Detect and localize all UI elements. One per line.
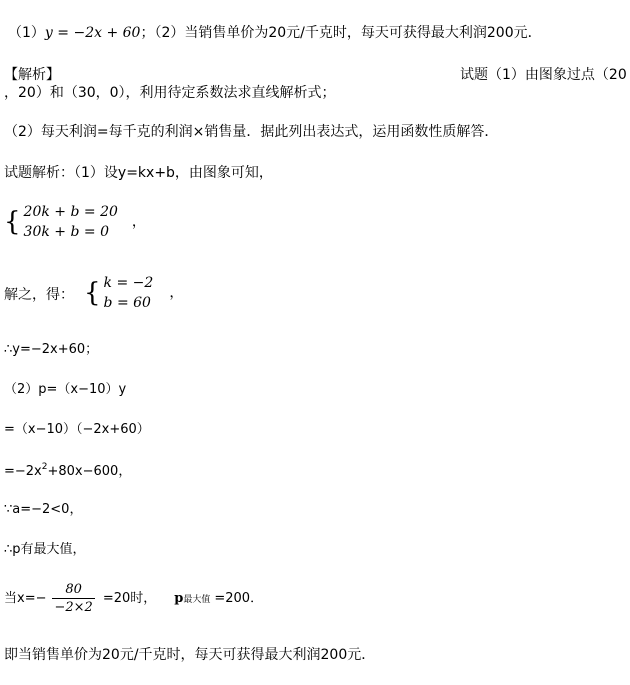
solution-intro: 试题解析：（1）设y=kx+b，由图象可知，: [4, 165, 273, 181]
brace-icon: {: [84, 278, 101, 308]
part1-expression: y = −2x + 60: [44, 25, 141, 41]
solve-prefix: 解之，得：: [4, 287, 74, 303]
system2-suffix: ，: [169, 285, 184, 301]
has-maximum: ∴p有最大值，: [4, 542, 86, 557]
analysis-line-3: （2）每天利润=每千克的利润×销售量．据此列出表达式，运用函数性质解答．: [4, 124, 499, 140]
analysis-line-2: ，20）和（30，0），利用待定系数法求直线解析式；: [4, 85, 336, 101]
system2-row-2: b = 60: [103, 295, 151, 311]
analysis-heading: 【解析】: [4, 67, 60, 83]
equation-system-1: [4, 205, 146, 239]
poly-part-a: =−2x: [4, 464, 42, 479]
p-max: [174, 592, 210, 605]
coefficient-negative: ∵a=−2<0，: [4, 502, 83, 517]
system1-suffix: ，: [131, 214, 146, 230]
system2-row-1: k = −2: [103, 275, 154, 291]
p-subscript: 最大值: [183, 595, 211, 605]
analysis-line-1: 试题（1）由图象过点（20: [460, 67, 627, 83]
equation-system-2: [84, 276, 183, 310]
part1-conclusion: ；（2）当销售单价为20元/千克时，每天可获得最大利润200元．: [140, 25, 542, 41]
vertex-line: [4, 583, 263, 614]
vertex-fraction: [52, 583, 94, 614]
profit-definition: （2）p=（x−10）y: [4, 382, 127, 397]
poly-exponent: 2: [41, 462, 48, 472]
part1-label: （1）: [8, 25, 45, 41]
p-symbol: p: [174, 591, 184, 606]
system1-row-2: 30k + b = 0: [23, 224, 109, 240]
profit-polynomial: [4, 463, 131, 478]
fraction-numerator: 80: [65, 582, 82, 597]
p-max-value: =200．: [214, 591, 264, 606]
system1-row-1: 20k + b = 20: [23, 204, 118, 220]
fraction-denominator: −2×2: [54, 600, 93, 615]
conclusion: 即当销售单价为20元/千克时，每天可获得最大利润200元．: [4, 647, 376, 663]
brace-icon: {: [4, 207, 21, 237]
poly-part-b: +80x−600，: [47, 464, 132, 479]
vertex-x-value: =20时，: [102, 591, 157, 606]
when-x: 当x=−: [4, 591, 47, 606]
answer-line: [8, 26, 542, 40]
result-1: ∴y=−2x+60；: [4, 342, 99, 357]
profit-expansion: =（x−10）（−2x+60）: [4, 422, 150, 437]
